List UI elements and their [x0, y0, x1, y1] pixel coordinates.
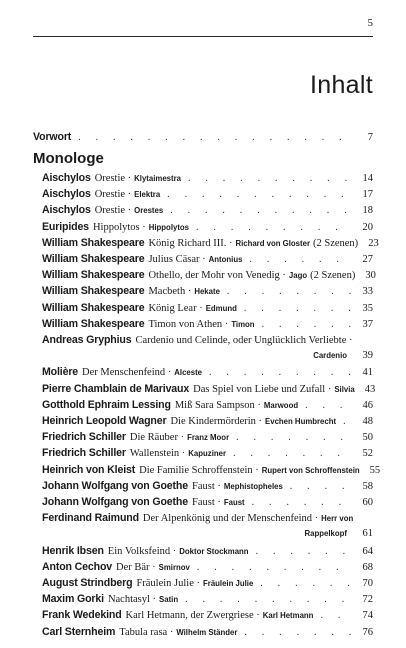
entry-role: Timon [231, 319, 255, 329]
dot-leader [244, 303, 352, 314]
entry-role: Rappelkopf [304, 529, 347, 539]
entry-author: William Shakespeare [42, 285, 145, 298]
dot-leader [252, 497, 352, 508]
entry-work: Faust · [191, 497, 221, 508]
toc-entry [42, 318, 373, 334]
entry-role: Franz Moor [187, 433, 230, 443]
entry-author: Ferdinand Raimund [42, 512, 139, 525]
dot-leader [185, 594, 352, 605]
toc-entry [42, 480, 373, 496]
page-ref: 20 [362, 221, 373, 233]
page-ref: 61 [362, 528, 373, 540]
entry-role: Jago [288, 271, 308, 281]
page-ref: 72 [362, 594, 373, 606]
entry-author: Anton Cechov [42, 560, 113, 573]
dot-leader [249, 254, 352, 265]
entry-role: Wilhelm Ständer [176, 627, 238, 637]
entry-author: Pierre Chamblain de Marivaux [42, 382, 190, 395]
page-ref: 23 [368, 237, 379, 249]
entry-work: Orestie · [94, 205, 132, 217]
toc-entry [42, 399, 373, 415]
page-ref: 35 [362, 302, 373, 314]
page-ref: 50 [362, 432, 373, 444]
entry-role: Faust [223, 498, 245, 507]
header-rule [33, 36, 373, 37]
entry-work: Othello, der Mohr von Venedig · [148, 270, 286, 282]
entry-work: Orestie · [94, 173, 132, 184]
toc-entry [42, 431, 373, 447]
dot-leader [244, 627, 352, 638]
entry-extra: (2 Szenen) [310, 270, 356, 282]
entry-role: Antonius [208, 255, 243, 264]
entry-author: Frank Wedekind [42, 609, 122, 622]
entry-role: Alceste [174, 368, 203, 378]
entry-work: Fräulein Julie · [136, 578, 201, 589]
page-ref: 58 [362, 480, 373, 492]
toc-entry [42, 236, 379, 253]
page-ref: 52 [362, 448, 373, 460]
dot-leader [227, 286, 352, 297]
toc-entry [42, 512, 373, 528]
entry-role: Silvia [334, 384, 355, 394]
toc-entry [42, 350, 373, 366]
entry-role: Orestes [134, 206, 164, 216]
entry-work: Die Kindermörderin · [170, 416, 263, 427]
entry-author: Andreas Gryphius [42, 334, 132, 346]
toc-entry [42, 302, 373, 318]
entry-work: Faust · [191, 480, 221, 492]
entry-role: Marwood [263, 400, 299, 410]
entry-work: Der Alpenkönig und der Menschenfeind · [142, 513, 319, 525]
toc-entry [42, 382, 376, 399]
entry-work: Das Spiel von Liebe und Zufall · [193, 383, 332, 395]
dot-leader [260, 578, 352, 589]
entry-role: Smirnov [158, 562, 190, 572]
entry-role: Doktor Stockmann [179, 546, 249, 556]
entry-work: Timon von Athen · [148, 318, 229, 330]
toc-entry [42, 172, 373, 188]
toc-entry [42, 188, 373, 204]
entry-author: Friedrich Schiller [42, 431, 126, 444]
dot-leader [305, 400, 352, 411]
page-ref: 68 [362, 561, 373, 573]
page-ref: 70 [362, 578, 373, 589]
page-ref: 14 [362, 173, 373, 184]
entry-author: Johann Wolfgang von Goethe [42, 496, 188, 508]
page-ref: 18 [362, 205, 373, 217]
entry-author: Friedrich Schiller [42, 447, 126, 460]
dot-leader [262, 319, 352, 330]
page-ref: 64 [362, 545, 373, 557]
entry-author: Heinrich Leopold Wagner [42, 415, 167, 427]
entry-author: Aischylos [42, 188, 91, 201]
entry-work: Cardenio und Celinde, oder Unglücklich Verliebte · [135, 335, 353, 346]
entry-role: Evchen Humbrecht [265, 417, 337, 426]
entry-author: William Shakespeare [42, 301, 145, 314]
dot-leader [188, 173, 352, 184]
entry-extra: (2 Szenen) [312, 237, 359, 249]
entry-role: Rupert von Schroffenstein [261, 465, 360, 475]
dot-leader [170, 205, 352, 216]
entry-work: Der Bär · [116, 561, 156, 573]
entry-work: Tabula rasa · [119, 626, 174, 638]
entry-work: Karl Hetmann, der Zwergriese · [125, 610, 260, 622]
page-ref: 17 [362, 189, 373, 201]
entry-work: Macbeth · [148, 286, 192, 298]
section-heading: Monologe [33, 150, 104, 167]
entry-author: William Shakespeare [42, 269, 145, 282]
dot-leader [233, 448, 352, 459]
entry-author: Johann Wolfgang von Goethe [42, 479, 188, 492]
page-ref: 33 [362, 286, 373, 298]
entry-role: Richard von Gloster [235, 238, 310, 248]
toc-entry [42, 609, 373, 625]
entry-author: William Shakespeare [42, 317, 145, 330]
entry-author: William Shakespeare [42, 253, 145, 265]
dot-leader [236, 432, 352, 443]
toc-entry [42, 593, 373, 609]
toc-entry [42, 366, 373, 382]
page-ref: 30 [365, 270, 376, 282]
entry-work: König Richard III. · [148, 237, 233, 249]
toc-entry [42, 204, 373, 220]
entry-role: Herr von [321, 514, 354, 524]
entry-work: Der Menschenfeind · [82, 367, 172, 379]
entry-author: Gotthold Ephraim Lessing [42, 398, 171, 411]
toc-entry [42, 415, 373, 431]
entry-author: August Strindberg [42, 577, 133, 589]
toc-entry-preface [33, 131, 373, 147]
toc-entry [42, 334, 373, 350]
toc-entry [42, 626, 373, 642]
entry-work: Julius Cäsar · [148, 254, 206, 265]
entry-role: Klytaimestra [134, 174, 181, 183]
entry-work: Orestie · [94, 189, 132, 201]
dot-leader [209, 367, 352, 378]
entry-author: Aischylos [42, 172, 91, 184]
page-number: 5 [367, 17, 373, 29]
entry-role: Karl Hetmann [262, 611, 314, 621]
toc-entry [42, 545, 373, 561]
entry-work: Ein Volksfeind · [107, 545, 177, 557]
page-ref: 43 [364, 383, 376, 395]
entry-author: Carl Sternheim [42, 625, 116, 638]
toc-entry [42, 285, 373, 301]
dot-leader [256, 546, 352, 557]
toc-entry [42, 269, 376, 285]
toc-entry [42, 528, 373, 544]
page-ref: 74 [362, 610, 373, 622]
entry-role: Fräulein Julie [203, 579, 254, 588]
preface-label: Vorwort [33, 131, 72, 143]
entry-work: Die Familie Schroffenstein · [139, 464, 259, 476]
page-ref: 7 [367, 132, 373, 143]
toc-entry [42, 577, 373, 593]
dot-leader [167, 189, 352, 200]
entry-author: William Shakespeare [42, 236, 145, 249]
page-ref: 76 [362, 626, 373, 638]
toc-entry [42, 447, 373, 463]
toc-entry [42, 463, 381, 480]
page-ref: 27 [362, 254, 373, 265]
page-ref: 48 [362, 416, 373, 427]
entry-role: Cardenio [313, 351, 347, 361]
entry-work: Hippolytos · [92, 221, 146, 233]
page-ref: 39 [362, 350, 373, 362]
page-ref: 60 [362, 497, 373, 508]
page-ref: 41 [362, 367, 373, 379]
toc-entry [42, 253, 373, 269]
entry-author: Maxim Gorki [42, 593, 104, 606]
entry-author: Molière [42, 366, 79, 379]
dot-leader [196, 222, 352, 233]
page-title: Inhalt [310, 71, 373, 99]
entry-author: Heinrich von Kleist [42, 463, 136, 476]
entry-author: Euripides [42, 220, 89, 233]
toc-entry [42, 221, 373, 237]
entry-work: Nachtasyl · [107, 594, 157, 606]
entry-role: Mephistopheles [223, 481, 283, 491]
entry-role: Elektra [134, 190, 161, 200]
entry-work: Miß Sara Sampson · [174, 399, 261, 411]
dot-leader [290, 481, 352, 492]
entry-role: Edmund [205, 303, 237, 313]
toc-entry [42, 496, 373, 512]
entry-author: Henrik Ibsen [42, 544, 104, 557]
entry-role: Kapuziner [188, 449, 226, 459]
entry-role: Hippolytos [148, 222, 190, 232]
entry-work: Wallenstein · [129, 448, 186, 460]
dot-leader [343, 416, 352, 427]
entry-work: König Lear · [148, 302, 203, 314]
dot-leader [197, 562, 352, 573]
dot-leader [320, 610, 352, 621]
page-ref: 37 [362, 318, 373, 330]
page-ref: 55 [369, 464, 381, 476]
toc-entry [42, 561, 373, 577]
entry-author: Aischylos [42, 204, 91, 217]
page-ref: 46 [362, 399, 373, 411]
dot-leader [78, 132, 352, 143]
entry-work: Die Räuber · [129, 432, 185, 444]
entry-role: Satin [159, 595, 179, 605]
entry-role: Hekate [194, 287, 220, 297]
